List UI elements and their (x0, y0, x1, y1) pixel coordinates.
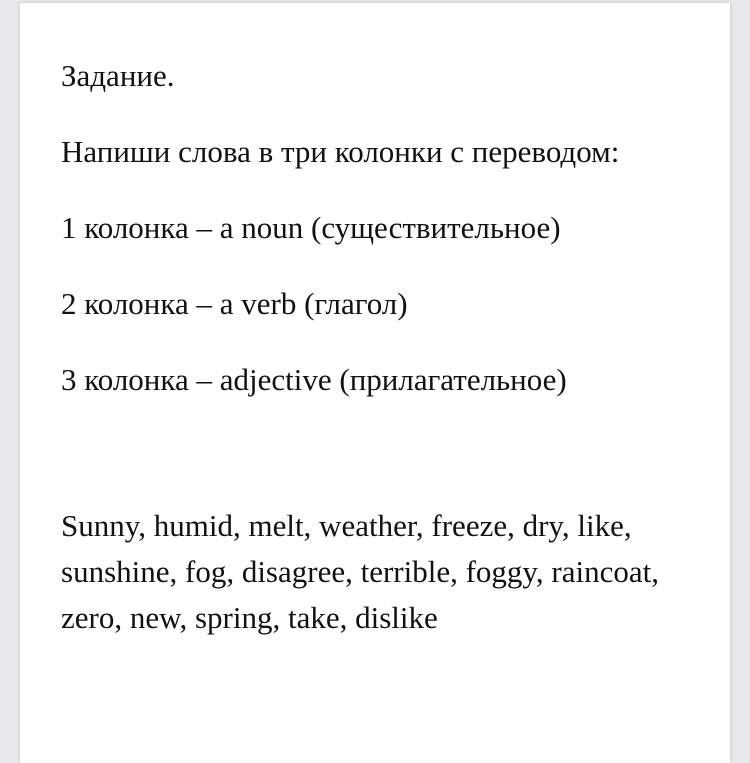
document-content (61, 53, 701, 641)
column-2-description: 2 колонка – a verb (глагол) (61, 286, 408, 321)
word-list: Sunny, humid, melt, weather, freeze, dry, like, sunshine, fog, disagree, terrible, foggy, raincoat, zero, new, spring, take, dislike (61, 508, 659, 635)
column-3-description: 3 колонка – adjective (прилагательное) (61, 362, 567, 397)
document-page (20, 3, 730, 763)
task-instruction: Напиши слова в три колонки с переводом: (61, 134, 620, 169)
task-heading: Задание. (61, 58, 175, 93)
column-1-description: 1 колонка – a noun (существительное) (61, 210, 561, 245)
